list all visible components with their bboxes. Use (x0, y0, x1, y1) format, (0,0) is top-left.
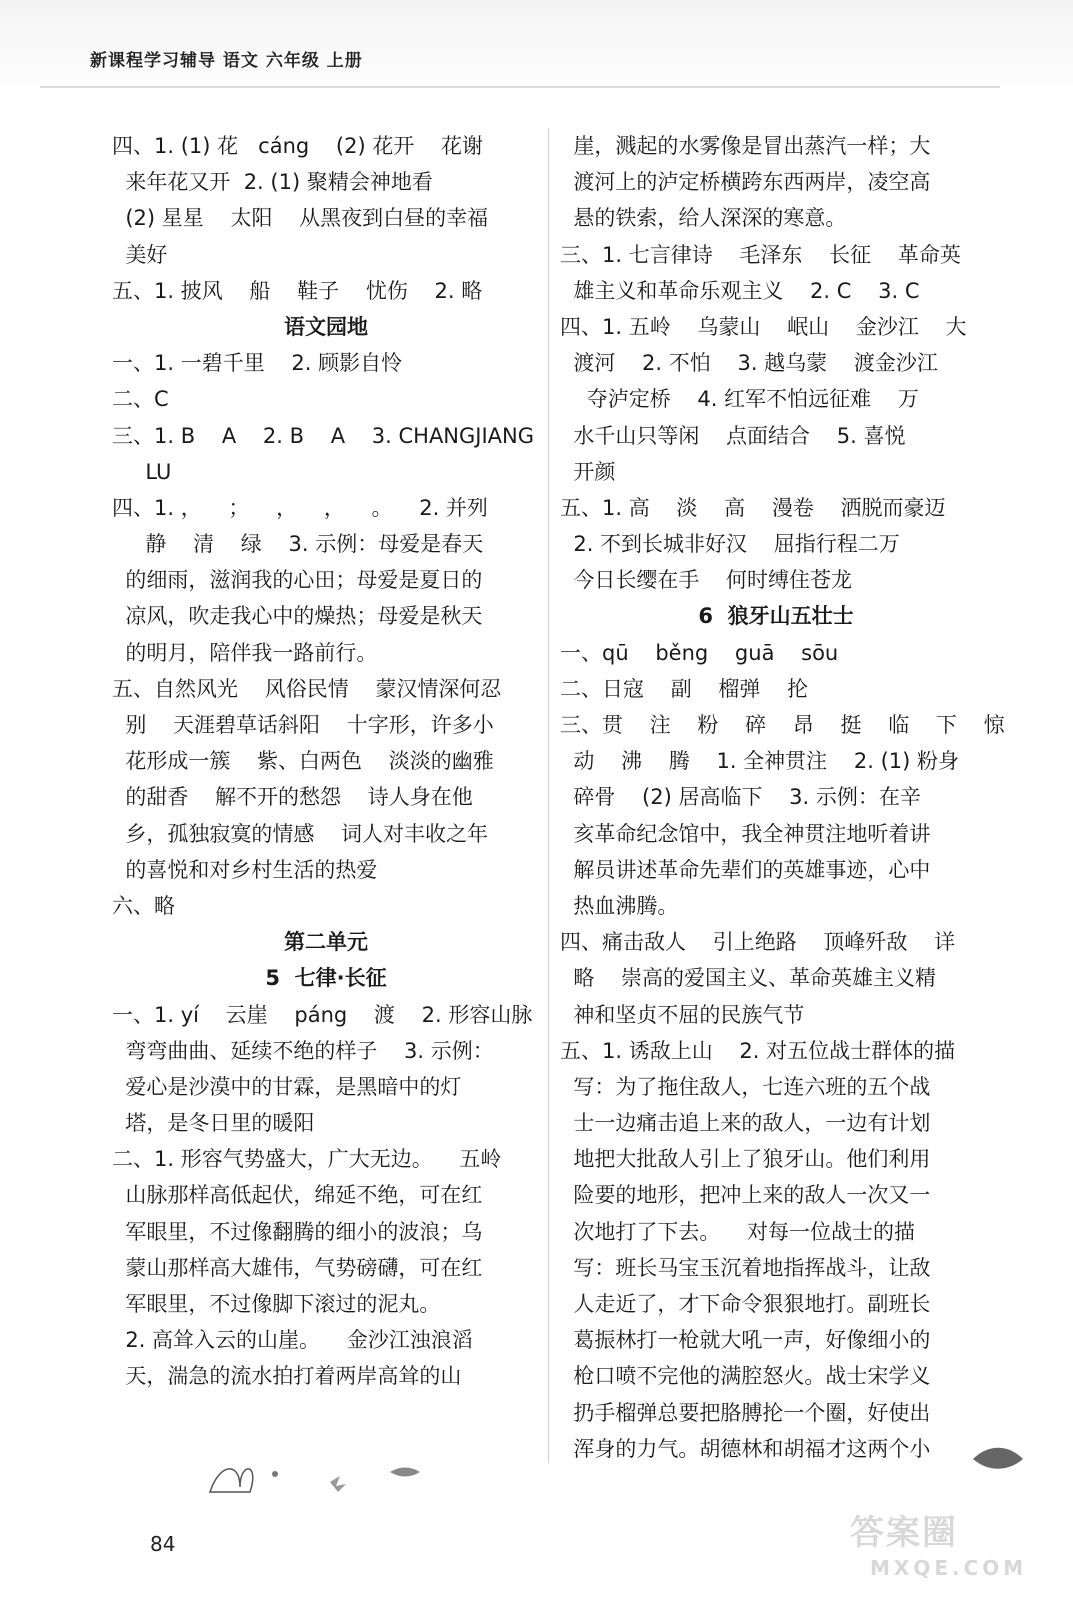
right-column-line: 动 沸 腾 1. 全神贯注 2. (1) 粉身 (560, 749, 959, 774)
left-column-line: 一、1. yí 云崖 páng 渡 2. 形容山脉 (112, 1002, 533, 1027)
book-title-header: 新课程学习辅导 语文 六年级 上册 (90, 51, 363, 71)
right-column-line: 枪口喷不完他的满腔怒火。战士宋学义 (560, 1364, 931, 1389)
left-column-line: 军眼里，不过像翻腾的细小的波浪；乌 (112, 1219, 483, 1244)
left-column-line: 塔，是冬日里的暖阳 (112, 1111, 315, 1136)
right-column-line: 浑身的力气。胡德林和胡福才这两个小 (560, 1436, 931, 1461)
left-column-line: 的甜香 解不开的愁怨 诗人身在他 (112, 785, 473, 810)
left-column-line: 别 天涯碧草话斜阳 十字形，许多小 (112, 713, 494, 737)
right-column-line: 写：班长马宝玉沉着地指挥战斗，让敌 (560, 1255, 931, 1280)
right-column-heading: 6 狼牙山五壮士 (698, 604, 854, 629)
right-column-line: 地把大批敌人引上了狼牙山。他们利用 (560, 1147, 931, 1172)
left-answer-column (112, 128, 540, 1395)
right-column-line: 今日长缨在手 何时缚住苍龙 (560, 568, 853, 593)
left-column-line: 四、1. ， ； ， ， 。 2. 并列 (112, 495, 488, 520)
left-column-line: 爱心是沙漠中的甘霖，是黑暗中的灯 (112, 1074, 462, 1099)
right-column-line: 扔手榴弹总要把胳膊抡一个圈，好使出 (560, 1400, 931, 1425)
left-column-line: 山脉那样高低起伏，绵延不绝，可在红 (112, 1183, 483, 1208)
right-column-line: 四、1. 五岭 乌蒙山 岷山 金沙江 大 (560, 314, 967, 339)
right-column-line: 葛振林打一枪就大吼一声，好像细小的 (560, 1328, 931, 1353)
right-column-line: 略 崇高的爱国主义、革命英雄主义精 (560, 966, 937, 991)
left-column-heading: 第二单元 (284, 930, 368, 955)
right-column-line: 开颜 (560, 459, 616, 484)
right-column-line: 五、1. 诱敌上山 2. 对五位战士群体的描 (560, 1038, 956, 1063)
right-column-line: 神和坚贞不屈的民族气节 (560, 1002, 805, 1027)
left-column-line: 五、1. 披风 船 鞋子 忧伤 2. 略 (112, 278, 483, 303)
left-column-line: 二、1. 形容气势盛大，广大无边。 五岭 (112, 1147, 502, 1172)
left-column-line: LU (112, 459, 172, 484)
right-column-line: 渡河 2. 不怕 3. 越乌蒙 渡金沙江 (560, 351, 938, 376)
left-column-line: 二、C (112, 387, 169, 412)
right-answer-column (560, 128, 1005, 1467)
right-column-line: 水千山只等闲 点面结合 5. 喜悦 (560, 423, 906, 448)
left-column-line: 天，湍急的流水拍打着两岸高耸的山 (112, 1364, 462, 1389)
right-column-line: 解员讲述革命先辈们的英雄事迹，心中 (560, 857, 931, 882)
left-column-line: 弯弯曲曲、延续不绝的样子 3. 示例： (112, 1038, 494, 1063)
right-column-line: 五、1. 高 淡 高 漫卷 洒脱而豪迈 (560, 495, 946, 520)
left-column-heading: 语文园地 (284, 314, 368, 339)
right-column-line: 险要的地形，把冲上来的敌人一次又一 (560, 1183, 931, 1208)
column-divider (548, 128, 549, 1463)
left-column-line: 美好 (112, 242, 168, 267)
header-rule (40, 86, 1000, 88)
left-column-line: 三、1. B A 2. B A 3. CHANGJIANG (112, 423, 535, 448)
left-column-line: 一、1. 一碧千里 2. 顾影自怜 (112, 351, 403, 376)
left-column-line: (2) 星星 太阳 从黑夜到白昼的幸福 (112, 206, 489, 231)
left-column-line: 花形成一簇 紫、白两色 淡淡的幽雅 (112, 749, 494, 774)
right-column-line: 四、痛击敌人 引上绝路 顶峰歼敌 详 (560, 930, 956, 955)
right-column-line: 亥革命纪念馆中，我全神贯注地听着讲 (560, 821, 931, 846)
left-column-heading: 5 七律·长征 (265, 966, 387, 991)
watermark-url: MXQE.COM (870, 1556, 1028, 1580)
left-column-line: 五、自然风光 风俗民情 蒙汉情深何忍 (112, 676, 502, 701)
left-column-line: 来年花又开 2. (1) 聚精会神地看 (112, 170, 433, 195)
left-column-line: 的明月，陪伴我一路前行。 (112, 640, 378, 665)
right-column-line: 夺泸定桥 4. 红军不怕远征难 万 (560, 387, 919, 412)
right-column-line: 一、qū běng guā sōu (560, 640, 839, 665)
right-column-line: 三、贯 注 粉 碎 昂 挺 临 下 惊 (560, 713, 1005, 737)
left-column-line: 的喜悦和对乡村生活的热爱 (112, 857, 378, 882)
left-column-line: 的细雨，滋润我的心田；母爱是夏日的 (112, 568, 483, 593)
left-column-line: 凉风，吹走我心中的燥热；母爱是秋天 (112, 604, 483, 629)
left-column-line: 乡，孤独寂寞的情感 词人对丰收之年 (112, 821, 489, 846)
right-column-line: 写：为了拖住敌人，七连六班的五个战 (560, 1074, 931, 1099)
left-column-line: 四、1. (1) 花 cáng (2) 花开 花谢 (112, 134, 484, 158)
left-column-line: 2. 高耸入云的山崖。 金沙江浊浪滔 (112, 1328, 473, 1353)
right-column-line: 悬的铁索，给人深深的寒意。 (560, 206, 847, 231)
right-column-line: 二、日寇 副 榴弹 抡 (560, 676, 809, 701)
right-column-line: 人走近了，才下命令狠狠地打。副班长 (560, 1292, 931, 1316)
right-column-line: 热血沸腾。 (560, 893, 679, 918)
right-column-line: 雄主义和革命乐观主义 2. C 3. C (560, 278, 920, 303)
right-column-line: 三、1. 七言律诗 毛泽东 长征 革命英 (560, 242, 961, 267)
right-column-line: 2. 不到长城非好汉 屈指行程二万 (560, 532, 900, 557)
watermark-logo: 答案圈 (850, 1513, 958, 1553)
left-column-line: 蒙山那样高大雄伟，气势磅礴，可在红 (112, 1255, 483, 1280)
floral-decoration-icon (200, 1452, 440, 1512)
right-column-line: 士一边痛击追上来的敌人，一边有计划 (560, 1111, 931, 1136)
left-column-line: 静 清 绿 3. 示例：母爱是春天 (112, 532, 484, 557)
leaf-decoration-icon (968, 1444, 1028, 1474)
right-column-line: 渡河上的泸定桥横跨东西两岸，凌空高 (560, 170, 931, 195)
page-number: 84 (150, 1532, 176, 1556)
left-column-line: 军眼里，不过像脚下滚过的泥丸。 (112, 1292, 441, 1316)
right-column-line: 次地打了下去。 对每一位战士的描 (560, 1219, 916, 1244)
right-column-line: 碎骨 (2) 居高临下 3. 示例：在辛 (560, 785, 921, 810)
left-column-line: 六、略 (112, 893, 175, 918)
right-column-line: 崖，溅起的水雾像是冒出蒸汽一样；大 (560, 134, 931, 158)
